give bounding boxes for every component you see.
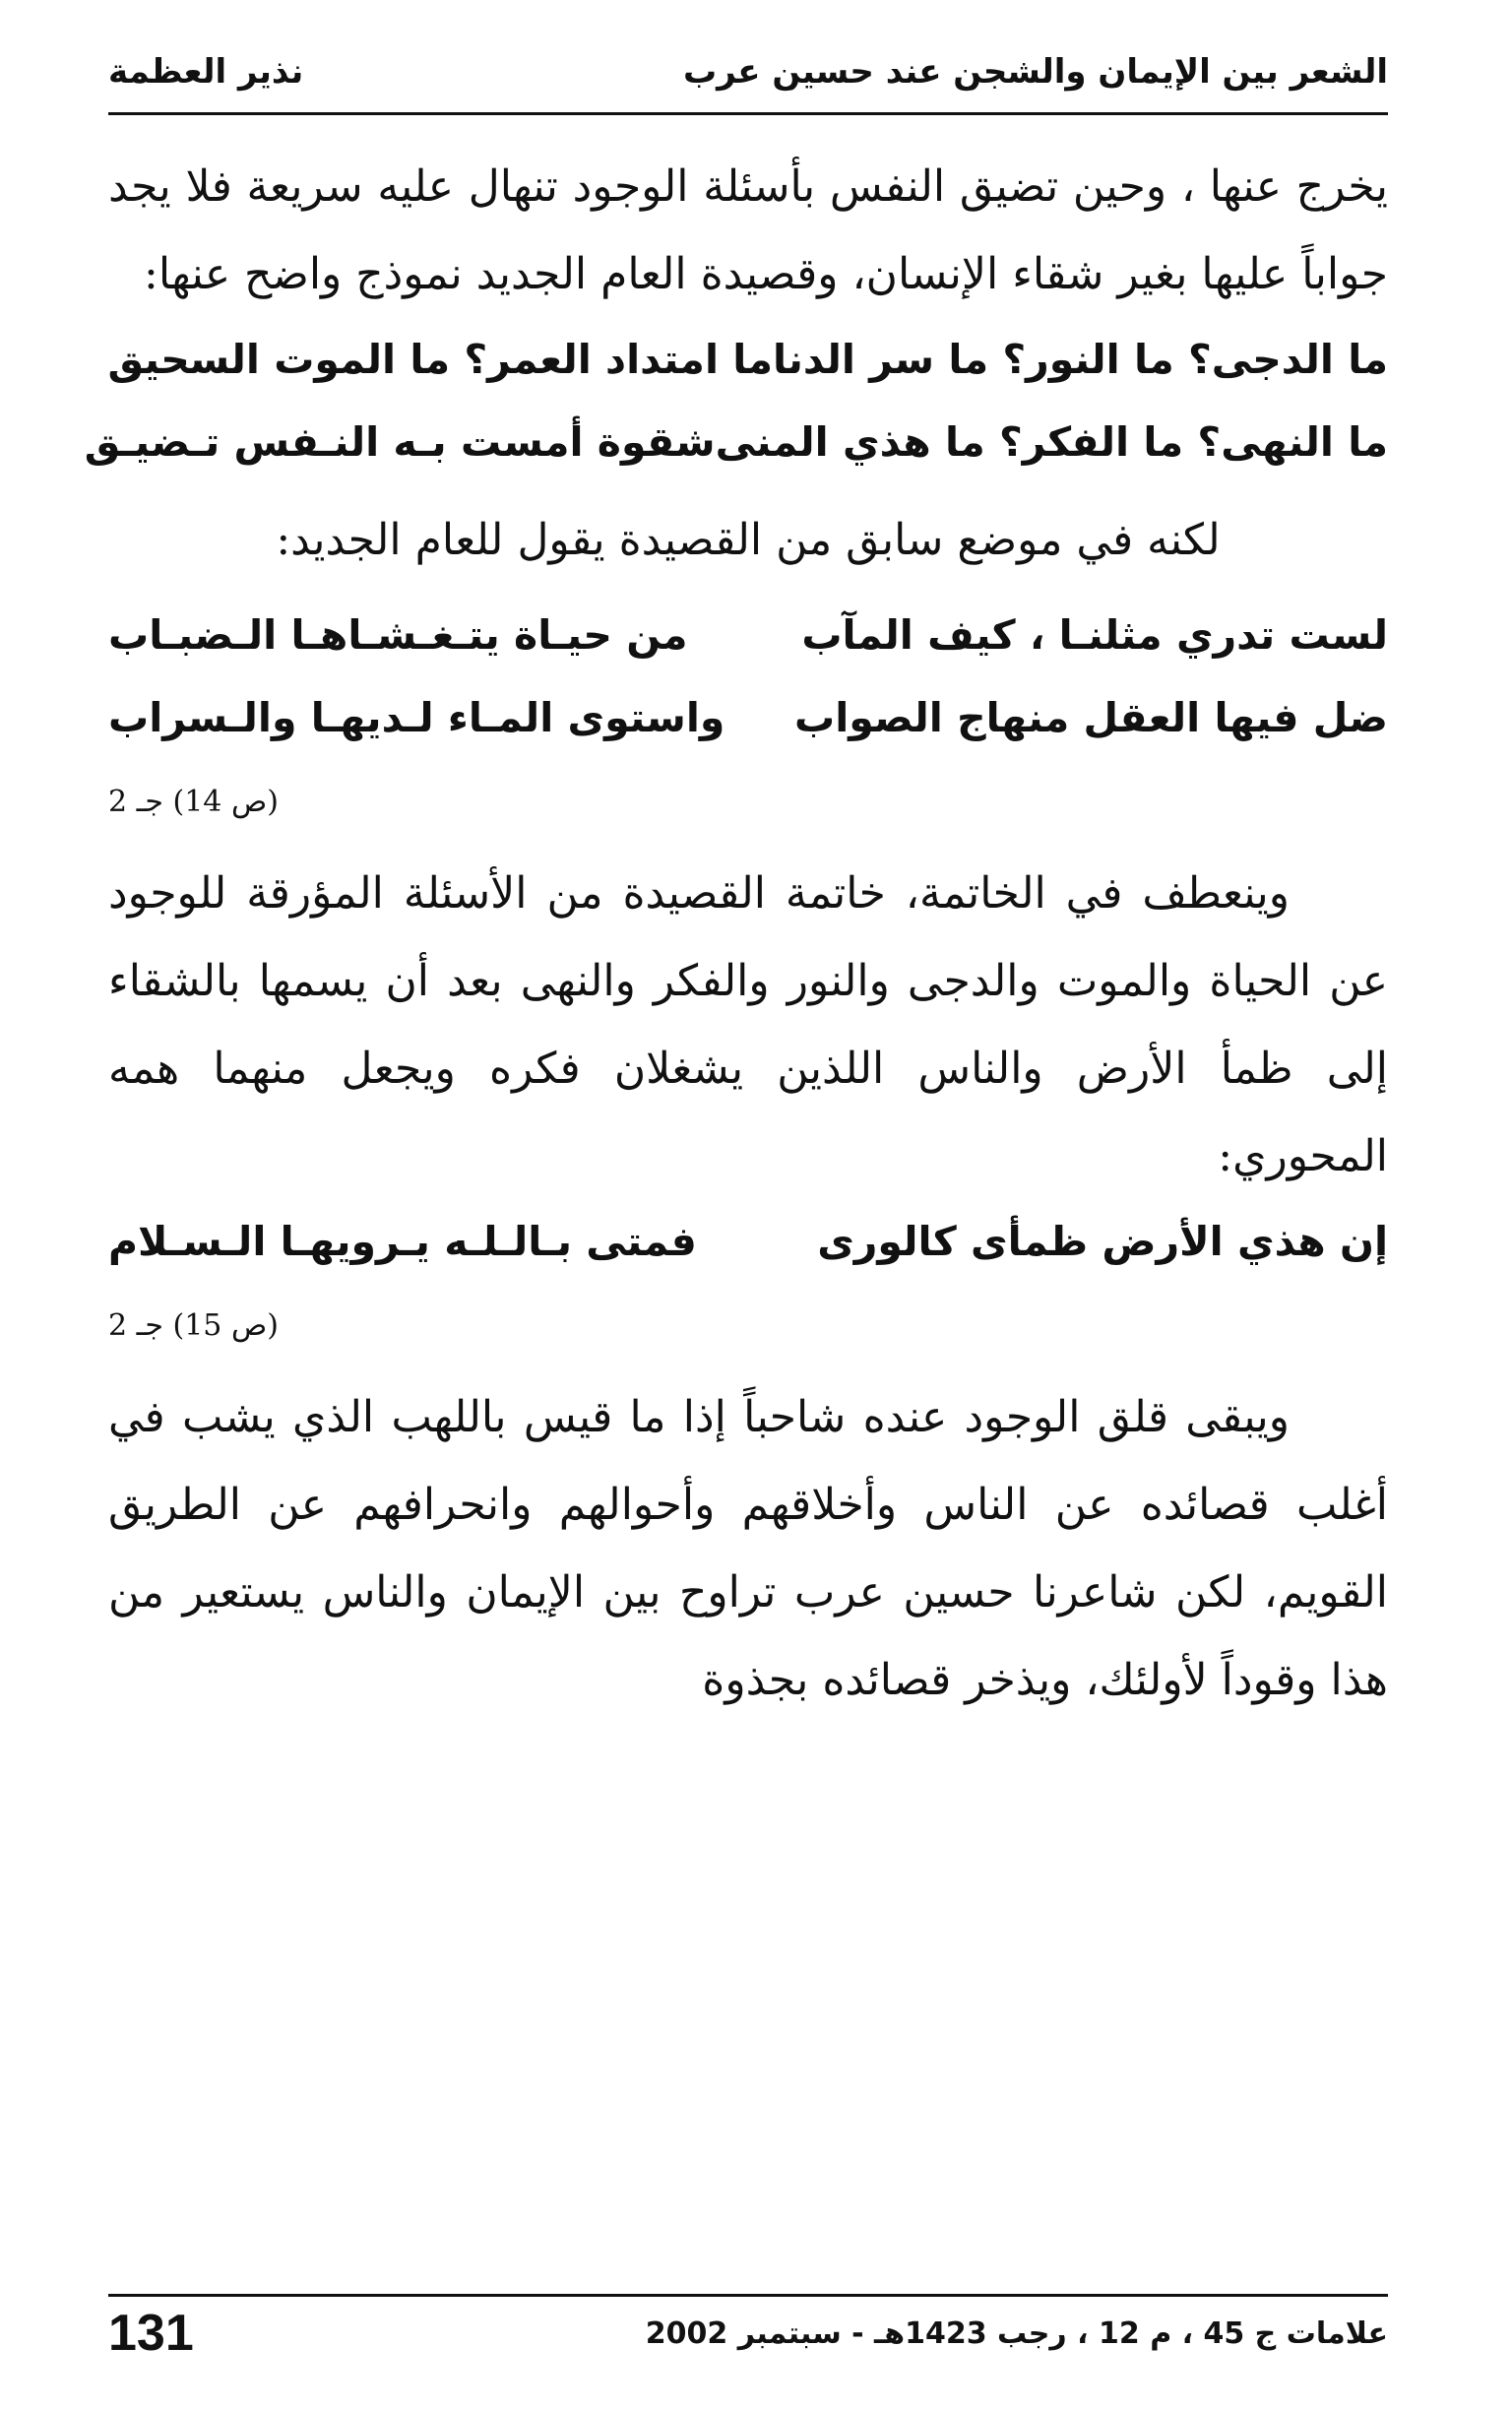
verse-line (108, 1200, 1388, 1283)
verse-first-hemistich: ضل فيها العقل منهاج الصواب (794, 694, 1388, 741)
running-footer (108, 2304, 1388, 2363)
verse-line (108, 318, 1388, 401)
verse-line (108, 594, 1388, 676)
citation-reference: (ص 14) جـ 2 (108, 785, 279, 819)
footer-rule (108, 2294, 1388, 2297)
book-title: الشعر بين الإيمان والشجن عند حسين عرب (682, 52, 1388, 92)
paragraph-3: ويبقى قلق الوجود عنده شاحباً إذا ما قيس باللهب الذي يشب في أغلب قصائده عن الناس وأخلاقهم وأحوالهم وانحرافهم عن الطريق القويم، لكن شاعرنا حسين عرب تراوح بين الإيمان والناس يستعير من هذا وقوداً لأولئك، ويذخر قصائده بجذوة (108, 1392, 1388, 1705)
verse-line (108, 676, 1388, 759)
page-number: 131 (108, 2305, 194, 2362)
paragraph-2: وينعطف في الخاتمة، خاتمة القصيدة من الأسئلة المؤرقة للوجود عن الحياة والموت والدجى والنور والفكر والنهى بعد أن يسمها بالشقاء إلى ظمأ الأرض والناس اللذين يشغلان فكره ويجعل منهما همه المحوري: (108, 868, 1388, 1181)
header-rule (108, 112, 1388, 115)
verse-first-hemistich: لست تدري مثلنـا ، كيف المآب (801, 611, 1388, 659)
verse-first-hemistich: ما الدجى؟ ما النور؟ ما سر الدنا (773, 336, 1388, 383)
transition-line: لكنه في موضع سابق من القصيدة يقول للعام الجديد: (276, 515, 1221, 565)
verse-second-hemistich: فمتى بـالـلـه يـرويهـا الـسـلام (108, 1218, 697, 1265)
verse-first-hemistich: ما النهى؟ ما الفكر؟ ما هذي المنى (715, 418, 1388, 466)
verse-second-hemistich: واستوى المـاء لـديهـا والـسراب (108, 694, 725, 741)
journal-issue: علامات ج 45 ، م 12 ، رجب 1423هـ - سبتمبر 2002 (645, 2315, 1388, 2351)
citation-reference: (ص 15) جـ 2 (108, 1308, 279, 1343)
verse-second-hemistich: من حيـاة يتـغـشـاهـا الـضبـاب (108, 611, 688, 659)
verse-block-2 (108, 594, 1388, 759)
verse-first-hemistich: إن هذي الأرض ظمأى كالورى (817, 1218, 1388, 1265)
verse-second-hemistich: ما امتداد العمر؟ ما الموت السحيق (107, 336, 774, 383)
verse-block-1 (84, 318, 1388, 483)
verse-second-hemistich: شقوة أمست بـه النـفس تـضيـق (84, 418, 716, 466)
running-header (108, 39, 1388, 104)
verse-block-3 (108, 1200, 1388, 1283)
author-name: نذير العظمة (108, 52, 304, 92)
page-body (84, 143, 1388, 1724)
verse-line (84, 401, 1388, 483)
book-page (84, 39, 1388, 2363)
paragraph-1: يخرج عنها ، وحين تضيق النفس بأسئلة الوجود تنهال عليه سريعة فلا يجد جواباً عليها بغير شقاء الإنسان، وقصيدة العام الجديد نموذج واضح عنها: (108, 161, 1388, 299)
